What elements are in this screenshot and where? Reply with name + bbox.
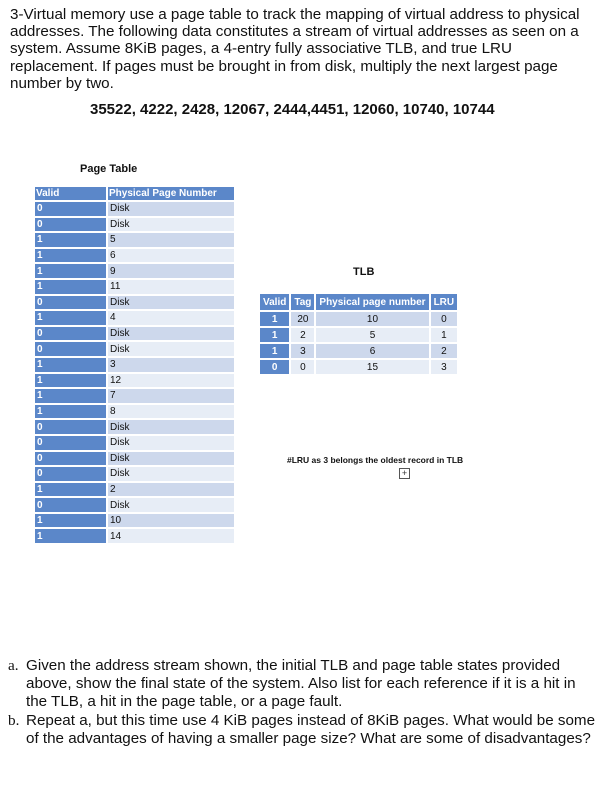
tlb-grid <box>258 292 459 376</box>
page-table-valid-cell: 1 <box>35 529 106 543</box>
question-b <box>8 712 598 748</box>
page-table-header-valid: Valid <box>35 187 106 200</box>
page-table-valid-cell: 1 <box>35 233 106 247</box>
question-a-text: Given the address stream shown, the initial TLB and page table states provided above, show the final state of the system. Also list for each reference if it is a hit in the TLB, a hit in the page table, or a page fault. <box>26 657 576 710</box>
page-table-valid-cell: 1 <box>35 514 106 528</box>
page-table-row <box>35 280 234 294</box>
page-table-valid-cell: 0 <box>35 498 106 512</box>
page-table-valid-cell: 0 <box>35 218 106 232</box>
tlb-valid-cell: 1 <box>260 312 289 326</box>
page-table-ppn-cell: 10 <box>108 514 234 528</box>
page-table-valid-cell: 0 <box>35 467 106 481</box>
tlb-tag-cell: 2 <box>291 328 314 342</box>
tlb-row <box>260 344 457 358</box>
page-table-header-ppn: Physical Page Number <box>108 187 234 200</box>
page-table-ppn-cell: Disk <box>108 498 234 512</box>
tlb-header-ppn: Physical page number <box>316 294 428 310</box>
tlb-valid-cell: 0 <box>260 360 289 374</box>
page-table-ppn-cell: 5 <box>108 233 234 247</box>
page-table-valid-cell: 1 <box>35 311 106 325</box>
tlb-tag-cell: 20 <box>291 312 314 326</box>
page-table-valid-cell: 0 <box>35 452 106 466</box>
page-table-row <box>35 420 234 434</box>
tlb-lru-cell: 1 <box>431 328 458 342</box>
page-table-row <box>35 218 234 232</box>
page-table-ppn-cell: Disk <box>108 202 234 216</box>
tlb-valid-cell: 1 <box>260 328 289 342</box>
page-table-ppn-cell: 9 <box>108 264 234 278</box>
page-table-valid-cell: 1 <box>35 280 106 294</box>
page-table-row <box>35 436 234 450</box>
page-table-ppn-cell: 8 <box>108 405 234 419</box>
tlb-header-lru: LRU <box>431 294 458 310</box>
page-table-valid-cell: 1 <box>35 483 106 497</box>
page-table-ppn-cell: 11 <box>108 280 234 294</box>
page-table-header <box>35 187 234 200</box>
tlb-ppn-cell: 15 <box>316 360 428 374</box>
page-table <box>33 185 236 545</box>
page-table-row <box>35 389 234 403</box>
tlb-ppn-cell: 6 <box>316 344 428 358</box>
tlb-row <box>260 328 457 342</box>
lru-note: #LRU as 3 belongs the oldest record in TLB <box>287 455 464 465</box>
tlb-valid-cell: 1 <box>260 344 289 358</box>
page-table-row <box>35 249 234 263</box>
problem-text: 3-Virtual memory use a page table to track the mapping of virtual address to physical addresses. The following data constitutes a stream of virtual addresses as seen on a system. Assume 8KiB pages, a 4-entry fully associative TLB, and true LRU replacement. If pages must be brought in from disk, multiply the next largest page number by two. <box>10 6 580 92</box>
tlb-ppn-cell: 5 <box>316 328 428 342</box>
question-b-text: Repeat a, but this time use 4 KiB pages instead of 8KiB pages. What would be some of the advantages of having a smaller page size? What are some of disadvantages? <box>26 712 596 747</box>
question-list <box>8 657 598 749</box>
page-table-ppn-cell: Disk <box>108 467 234 481</box>
tlb-lru-cell: 0 <box>431 312 458 326</box>
page-table-valid-cell: 0 <box>35 342 106 356</box>
page-table-row <box>35 311 234 325</box>
tlb-row <box>260 312 457 326</box>
page-table-row <box>35 358 234 372</box>
page-table-ppn-cell: 12 <box>108 374 234 388</box>
page-table-row <box>35 264 234 278</box>
tlb-tag-cell: 0 <box>291 360 314 374</box>
page-table-body <box>35 202 234 543</box>
tlb-lru-cell: 2 <box>431 344 458 358</box>
page-table-valid-cell: 1 <box>35 405 106 419</box>
question-a-label: a. <box>8 657 19 674</box>
expand-icon[interactable]: + <box>399 468 410 479</box>
tlb-lru-cell: 3 <box>431 360 458 374</box>
question-b-label: b. <box>8 712 20 729</box>
page-table-valid-cell: 0 <box>35 296 106 310</box>
page-table-ppn-cell: Disk <box>108 452 234 466</box>
page-table-ppn-cell: 3 <box>108 358 234 372</box>
page-table-valid-cell: 1 <box>35 358 106 372</box>
page-table-ppn-cell: Disk <box>108 420 234 434</box>
page-table-valid-cell: 1 <box>35 374 106 388</box>
page-table-row <box>35 529 234 543</box>
page-table-row <box>35 452 234 466</box>
page-table-row <box>35 498 234 512</box>
tlb-ppn-cell: 10 <box>316 312 428 326</box>
page-table-ppn-cell: Disk <box>108 436 234 450</box>
page-table-ppn-cell: 7 <box>108 389 234 403</box>
page-table-ppn-cell: 14 <box>108 529 234 543</box>
page-table-row <box>35 467 234 481</box>
page-table-valid-cell: 1 <box>35 264 106 278</box>
page-table-valid-cell: 1 <box>35 389 106 403</box>
page-table-valid-cell: 0 <box>35 420 106 434</box>
question-a <box>8 657 598 711</box>
problem-statement <box>10 6 600 92</box>
page-table-row <box>35 374 234 388</box>
page-table-row <box>35 514 234 528</box>
tlb-body <box>260 312 457 374</box>
tlb-header-valid: Valid <box>260 294 289 310</box>
page-table-row <box>35 342 234 356</box>
tlb-title: TLB <box>353 266 375 278</box>
page-table-ppn-cell: 6 <box>108 249 234 263</box>
page-table-ppn-cell: Disk <box>108 296 234 310</box>
address-stream: 35522, 4222, 2428, 12067, 2444,4451, 12060, 10740, 10744 <box>90 101 495 118</box>
page-table-row <box>35 233 234 247</box>
page-table-row <box>35 202 234 216</box>
page-table-ppn-cell: 2 <box>108 483 234 497</box>
page-table-valid-cell: 1 <box>35 249 106 263</box>
page-table-row <box>35 327 234 341</box>
page-table-valid-cell: 0 <box>35 202 106 216</box>
page-table-valid-cell: 0 <box>35 436 106 450</box>
page-table-row <box>35 296 234 310</box>
tlb-row <box>260 360 457 374</box>
page-table-ppn-cell: Disk <box>108 218 234 232</box>
tlb-header-tag: Tag <box>291 294 314 310</box>
tlb-header <box>260 294 457 310</box>
page-table-ppn-cell: Disk <box>108 342 234 356</box>
tlb-tag-cell: 3 <box>291 344 314 358</box>
page-table-valid-cell: 0 <box>35 327 106 341</box>
page-table-ppn-cell: Disk <box>108 327 234 341</box>
page-table-title: Page Table <box>80 163 138 175</box>
page-table-row <box>35 405 234 419</box>
page-table-grid <box>33 185 236 545</box>
tlb-table <box>258 292 459 376</box>
page-table-row <box>35 483 234 497</box>
page-table-ppn-cell: 4 <box>108 311 234 325</box>
